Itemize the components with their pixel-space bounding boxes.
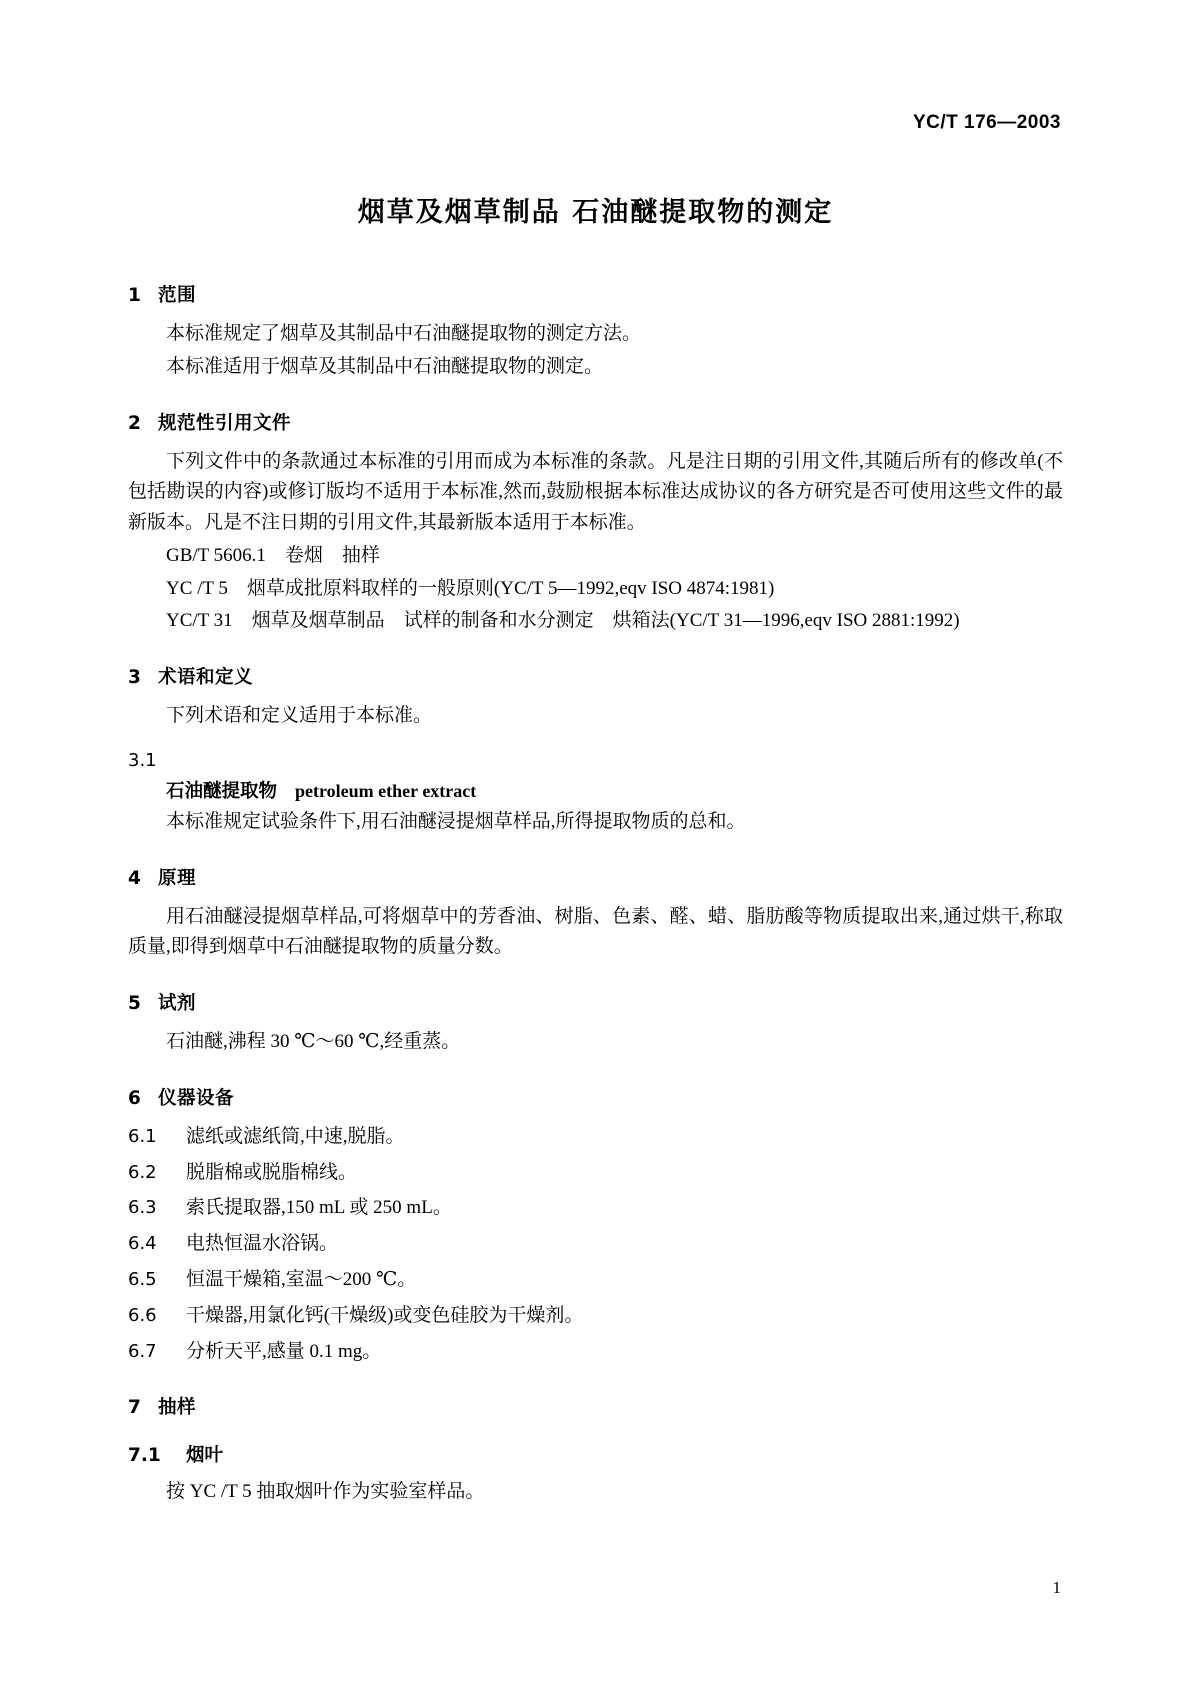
item-number: 6.7	[128, 1340, 157, 1362]
item-text: 脱脂棉或脱脂棉线。	[186, 1161, 358, 1183]
section-title-6: 仪器设备	[158, 1087, 235, 1109]
section-1-paragraph-2: 本标准适用于烟草及其制品中石油醚提取物的测定。	[166, 355, 604, 377]
item-number: 6.6	[128, 1304, 157, 1326]
term-english: petroleum ether extract	[295, 780, 477, 801]
section-title-7: 抽样	[158, 1397, 197, 1419]
section-heading-3	[128, 663, 1063, 689]
item-text: 恒温干燥箱,室温～200 ℃。	[186, 1269, 417, 1291]
section-title-3: 术语和定义	[158, 667, 254, 689]
subsection-number-7-1: 7.1	[128, 1445, 161, 1467]
section-title-2: 规范性引用文件	[158, 412, 292, 434]
list-item	[128, 1229, 1063, 1260]
subsection-7-1-paragraph: 按 YC /T 5 抽取烟叶作为实验室样品。	[166, 1481, 485, 1503]
document-content	[128, 190, 1063, 1510]
term-definition: 本标准规定试验条件下,用石油醚浸提烟草样品,所得提取物质的总和。	[166, 810, 746, 832]
section-heading-6	[128, 1084, 1063, 1110]
list-item	[128, 1122, 1063, 1153]
subsection-title-7-1: 烟叶	[186, 1445, 224, 1467]
section-5-paragraph-1: 石油醚,沸程 30 ℃～60 ℃,经重蒸。	[166, 1031, 461, 1053]
standard-code-header: YC/T 176—2003	[912, 112, 1061, 133]
term-entry	[128, 777, 1063, 803]
list-item	[128, 1193, 1063, 1224]
item-number: 6.3	[128, 1197, 157, 1219]
section-title-5: 试剂	[158, 993, 197, 1015]
clause-number-3-1: 3.1	[128, 749, 157, 771]
section-heading-2	[128, 409, 1063, 435]
section-title-4: 原理	[158, 867, 197, 889]
section-4-paragraph-1: 用石油醚浸提烟草样品,可将烟草中的芳香油、树脂、色素、醛、蜡、脂肪酸等物质提取出来,通过烘干,称取质量,即得到烟草中石油醚提取物的质量分数。	[128, 905, 1063, 958]
section-title-1: 范围	[158, 285, 197, 306]
section-number-2: 2	[128, 412, 142, 434]
section-heading-4	[128, 864, 1063, 890]
section-heading-5	[128, 989, 1063, 1015]
section-number-3: 3	[128, 667, 142, 689]
section-number-6: 6	[128, 1087, 142, 1109]
list-item	[128, 1301, 1063, 1332]
page-number: 1	[1052, 1578, 1061, 1597]
subsection-heading-7-1	[128, 1441, 1063, 1467]
item-number: 6.1	[128, 1125, 157, 1147]
section-number-1: 1	[128, 285, 142, 306]
item-number: 6.4	[128, 1233, 157, 1255]
item-number: 6.2	[128, 1161, 157, 1183]
section-heading-1	[128, 281, 1063, 307]
page-title: 烟草及烟草制品 石油醚提取物的测定	[357, 197, 834, 228]
section-1-paragraph-1: 本标准规定了烟草及其制品中石油醚提取物的测定方法。	[166, 323, 642, 344]
reference-item-1: GB/T 5606.1 卷烟 抽样	[166, 544, 380, 566]
section-heading-7	[128, 1393, 1063, 1419]
list-item	[128, 1265, 1063, 1296]
section-2-paragraph-1: 下列文件中的条款通过本标准的引用而成为本标准的条款。凡是注日期的引用文件,其随后所有的修改单(不包括勘误的内容)或修订版均不适用于本标准,然而,鼓励根据本标准达成协议的各方研究是否可使用这些文件的最新版本。凡是不注日期的引用文件,其最新版本适用于本标准。	[128, 450, 1063, 534]
section-number-4: 4	[128, 867, 142, 889]
item-text: 分析天平,感量 0.1 mg。	[186, 1340, 382, 1362]
section-3-paragraph-1: 下列术语和定义适用于本标准。	[166, 705, 433, 727]
section-number-7: 7	[128, 1397, 142, 1419]
section-number-5: 5	[128, 993, 142, 1015]
reference-item-2: YC /T 5 烟草成批原料取样的一般原则(YC/T 5—1992,eqv ISO 4874:1981)	[166, 577, 775, 599]
item-text: 干燥器,用氯化钙(干燥级)或变色硅胶为干燥剂。	[186, 1304, 584, 1326]
reference-item-3: YC/T 31 烟草及烟草制品 试样的制备和水分测定 烘箱法(YC/T 31—1996,eqv ISO 2881:1992)	[166, 610, 960, 632]
list-item	[128, 1337, 1063, 1368]
item-number: 6.5	[128, 1269, 157, 1291]
item-text: 滤纸或滤纸筒,中速,脱脂。	[186, 1125, 405, 1147]
item-text: 电热恒温水浴锅。	[186, 1233, 339, 1255]
item-text: 索氏提取器,150 mL 或 250 mL。	[186, 1197, 452, 1219]
term-chinese: 石油醚提取物	[166, 780, 278, 802]
list-item	[128, 1158, 1063, 1189]
